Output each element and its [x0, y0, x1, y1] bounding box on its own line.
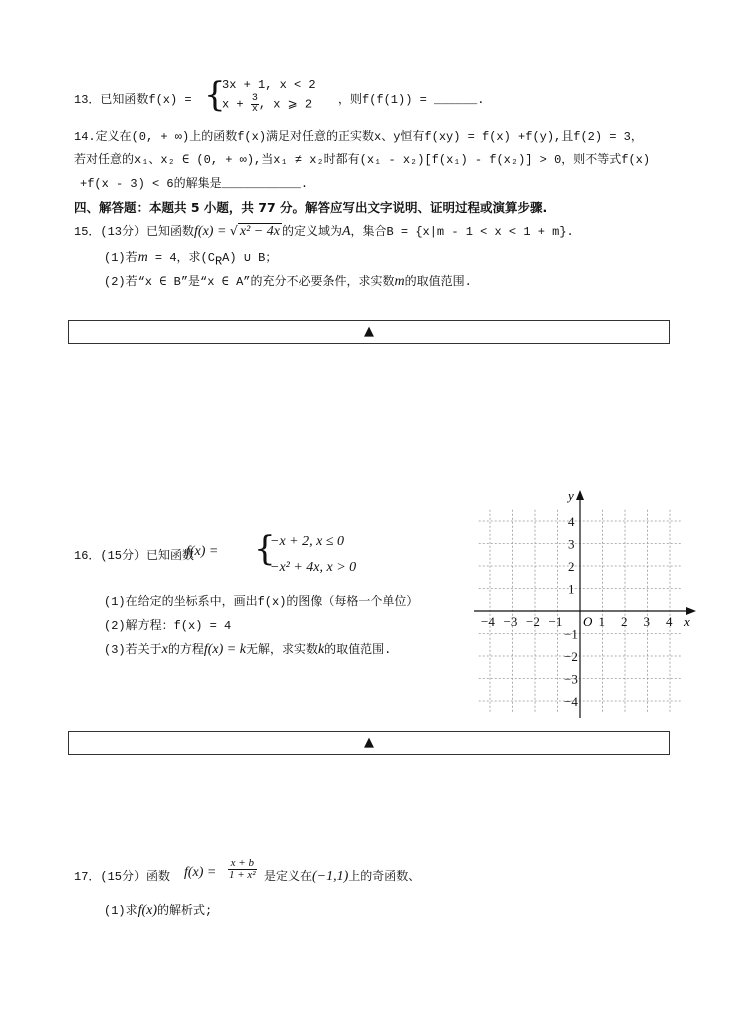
q15-part1-c: A) ∪ B； — [222, 251, 278, 265]
q17-prefix: 17．(15分）函数 — [74, 870, 171, 884]
origin-label: O — [583, 614, 593, 629]
x-tick-label: 3 — [643, 614, 650, 629]
q15-radicand: x² − 4x — [239, 224, 280, 239]
q16-part3-c: 无解，求实数 — [245, 643, 318, 657]
q15-mid: 的定义域为 — [281, 225, 342, 239]
q14-line3: +f(x - 3) < 6的解集是___________. — [80, 177, 309, 191]
y-tick-label: −3 — [564, 671, 578, 687]
q16-part3-a: (3)若关于 — [104, 643, 162, 657]
q15-part1-a: (1)若 — [104, 251, 138, 265]
q13-case2-b: , x ⩾ 2 — [258, 97, 313, 112]
q15-prefix: 15．(13分）已知函数 — [74, 225, 195, 239]
q16-part3-k: k — [317, 642, 325, 657]
q13-case1: 3x + 1, x < 2 — [222, 78, 316, 92]
q17-part1-f: f(x) — [137, 903, 158, 918]
q15-part1-m: m — [137, 250, 148, 265]
q16-func: f(x) = — [186, 544, 219, 559]
q16-part3-x: x — [161, 642, 168, 657]
q17-fraction — [228, 858, 257, 881]
q15-stem — [74, 222, 574, 240]
q15-sqrt: √ x² − 4x — [229, 223, 280, 239]
q17-interval: (−1,1) — [312, 869, 349, 884]
section4-title: 四、解答题：本题共 5 小题，共 77 分。解答应写出文字说明、证明过程或演算步骤. — [74, 200, 548, 215]
y-axis-label: y — [568, 488, 574, 503]
q16-prefix: 16．(15分）已知函数 — [74, 549, 195, 563]
q14-line2: 若对任意的x₁、x₂ ∈ (0, + ∞),当x₁ ≠ x₂时都有(x₁ - x₂)[f(x₁) - f(x₂)] > 0，则不等式f(x) — [74, 153, 651, 167]
q16-part3-eq: f(x) = k — [203, 642, 246, 657]
q17-part1 — [104, 901, 212, 919]
q15-func: f(x) = — [194, 224, 230, 239]
y-tick-label: −2 — [564, 649, 578, 664]
answer-marker-icon: ▲ — [364, 324, 374, 339]
q16-part1: (1)在给定的坐标系中，画出f(x)的图像（每格一个单位） — [104, 595, 419, 609]
y-tick-label: 3 — [568, 536, 575, 552]
q15-part1-sub: R — [214, 254, 223, 269]
x-tick-label: 4 — [666, 614, 673, 629]
q15-part1-b: = 4，求(C — [147, 251, 215, 265]
x-tick-label: −2 — [526, 614, 540, 629]
x-tick-label: −1 — [548, 614, 563, 629]
q13-suffix: ，则f(f(1)) = ______. — [338, 93, 485, 107]
y-tick-label: −4 — [564, 694, 578, 709]
q14-line1: 14.定义在(0, + ∞)上的函数f(x)满足对任意的正实数x、y恒有f(xy) = f(x) +f(y),且f(2) = 3， — [74, 130, 643, 144]
answer-marker-icon: ▲ — [364, 735, 374, 750]
q16-answer-box[interactable] — [68, 731, 670, 755]
q16-case1: −x + 2, x ≤ 0 — [270, 534, 345, 549]
q13-case2 — [222, 94, 312, 115]
q17-func: f(x) = — [184, 865, 217, 880]
q17-rest — [264, 867, 420, 885]
q16-case2: −x² + 4x, x > 0 — [270, 560, 357, 575]
q13-prefix: 13．已知函数f(x) = — [74, 93, 192, 107]
y-tick-label: 1 — [568, 581, 575, 597]
q17-frac-num: x + b — [228, 858, 257, 870]
q16-part3 — [104, 640, 391, 658]
y-tick-label: −1 — [564, 626, 578, 642]
q16-part3-b: 的方程 — [167, 643, 204, 657]
q15-part1 — [104, 248, 277, 269]
q13-frac-num: 3 — [251, 93, 258, 104]
y-axis-arrow-icon — [576, 490, 584, 500]
q15-part2-m: m — [394, 274, 405, 289]
y-tick-label: 4 — [568, 514, 575, 529]
q17-rest-a: 是定义在 — [264, 870, 313, 884]
q17-frac-den: 1 + x² — [229, 869, 256, 881]
q16-part3-d: 的取值范围. — [324, 643, 392, 657]
q17-rest-b: 上的奇函数、 — [348, 870, 421, 884]
q15-answer-box[interactable] — [68, 320, 670, 344]
q15-part2-a: (2)若“x ∈ B”是“x ∈ A”的充分不必要条件，求实数 — [104, 275, 395, 289]
q17-part1-a: (1)求 — [104, 904, 138, 918]
axes — [474, 494, 692, 718]
q15-part2 — [104, 272, 472, 290]
q16-brace: { — [254, 529, 276, 569]
q13-frac-den: x — [251, 104, 258, 115]
y-tick-label: 2 — [568, 559, 575, 574]
q13-fraction — [251, 94, 259, 115]
coordinate-grid[interactable] — [470, 486, 730, 726]
q15-part2-b: 的取值范围. — [404, 275, 472, 289]
q13-case2-a: x + — [222, 97, 251, 112]
x-tick-label: −4 — [481, 614, 495, 629]
x-axis-label: x — [684, 614, 690, 629]
q15-set-a: A — [341, 224, 351, 239]
q16-part2: (2)解方程：f(x) = 4 — [104, 619, 232, 633]
q15-rest: ，集合B = {x|m - 1 < x < 1 + m}. — [350, 225, 574, 239]
q13-brace: { — [204, 75, 226, 115]
x-tick-label: 1 — [598, 614, 605, 629]
q17-part1-b: 的解析式; — [157, 904, 213, 918]
x-tick-label: 2 — [621, 614, 628, 629]
x-tick-label: −3 — [503, 614, 518, 629]
